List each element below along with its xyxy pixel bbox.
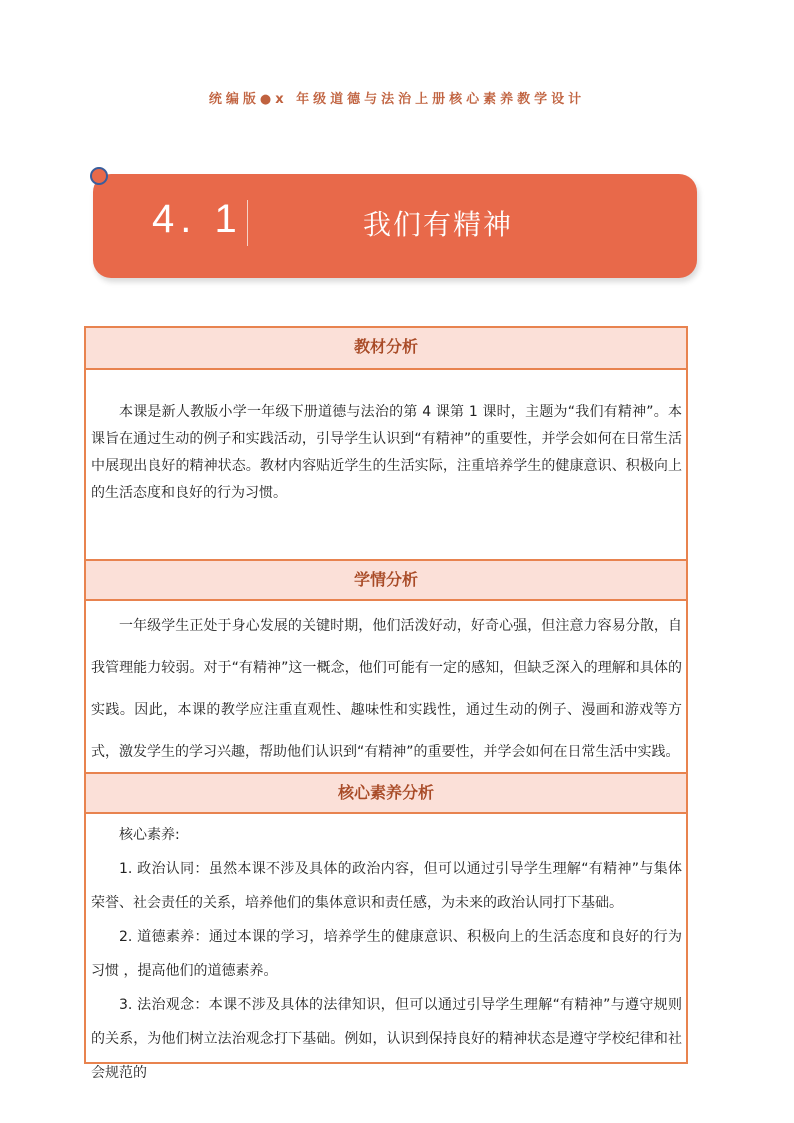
- section-body-core: [86, 818, 686, 1090]
- lesson-title: 我们有精神: [363, 208, 514, 241]
- lesson-design-table: [84, 326, 688, 1081]
- series-title: 统编版●x 年级道德与法治上册核心素养教学设计: [208, 92, 586, 107]
- learner-analysis-text: 一年级学生正处于身心发展的关键时期，他们活泼好动，好奇心强，但注意力容易分散，自我管理能力较弱。对于“有精神”这一概念，他们可能有一定的感知，但缺乏深入的理解和具体的实践。因此，本课的教学应注重直观性、趣味性和实践性，通过生动的例子、漫画和游戏等方式，激发学生的学习兴趣，帮助他们认识到“有精神”的重要性，并学会如何在日常生活中实践。: [91, 618, 682, 760]
- textbook-analysis-text: 本课是新人教版小学一年级下册道德与法治的第 4 课第 1 课时，主题为“我们有精神”。本课旨在通过生动的例子和实践活动，引导学生认识到“有精神”的重要性，并学会如何在日常生活中展现出良好的精神状态。教材内容贴近学生的生活实际，注重培养学生的健康意识、积极向上的生活态度和良好的行为习惯。: [91, 404, 682, 501]
- lesson-number: 4. 1: [152, 197, 243, 241]
- core-item-law: 3. 法治观念：本课不涉及具体的法律知识，但可以通过引导学生理解“有精神”与遵守规则的关系，为他们树立法治观念打下基础。例如，认识到保持良好的精神状态是遵守学校纪律和社会规范的: [91, 997, 682, 1081]
- core-item-moral: 2. 道德素养：通过本课的学习，培养学生的健康意识、积极向上的生活态度和良好的行为习惯 ，提高他们的道德素养。: [91, 929, 682, 979]
- section-heading-textbook: 教材分析: [86, 328, 686, 370]
- section-heading-core: 核心素养分析: [86, 772, 686, 814]
- section-body-learners: [86, 605, 686, 773]
- banner-dot-decoration: [90, 167, 108, 185]
- section-body-textbook: [86, 399, 686, 507]
- core-item-political: 1. 政治认同：虽然本课不涉及具体的政治内容，但可以通过引导学生理解“有精神”与集体荣誉、社会责任的关系，培养他们的集体意识和责任感，为未来的政治认同打下基础。: [91, 861, 682, 911]
- banner-divider: [247, 200, 248, 246]
- section-heading-learners: 学情分析: [86, 559, 686, 601]
- core-intro: 核心素养:: [119, 827, 180, 843]
